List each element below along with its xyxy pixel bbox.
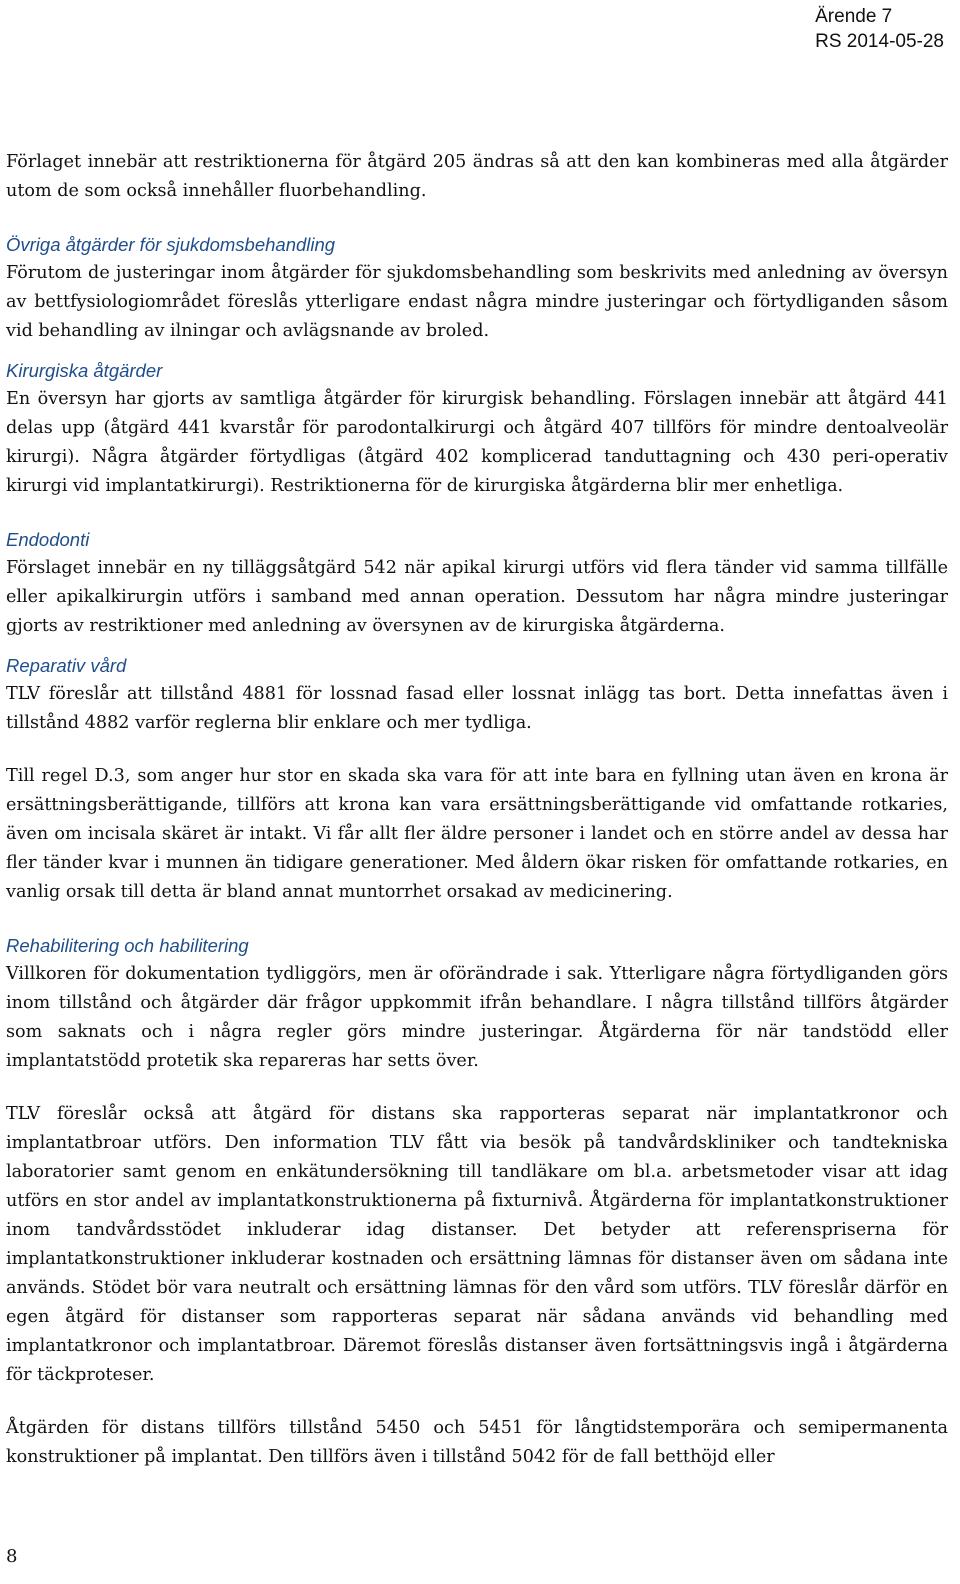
case-number: Ärende 7 — [815, 6, 893, 27]
paragraph-kirurgiska: En översyn har gjorts av samtliga åtgärder för kirurgisk behandling. Förslagen innebär att åtgärd 441 delas upp (åtgärd 441 kvarstår för parodontalkirurgi och åtgärd 407 tillförs för mindre dentoalveolär kirurgi). Några åtgärder förtydligas (åtgärd 402 komplicerad tanduttagning och 430 peri-operativ kirurgi vid implantatkirurgi). Restriktionerna för de kirurgiska åtgärderna blir mer enhetliga. — [6, 389, 948, 496]
paragraph-rehabilitering-3: Åtgärden för distans tillförs tillstånd 5450 och 5451 för långtidstemporära och semipermanenta konstruktioner på implantat. Den tillförs även i tillstånd 5042 för de fall betthöjd eller — [6, 1418, 948, 1467]
document-body — [6, 148, 948, 1472]
heading-ovriga: Övriga åtgärder för sjukdomsbehandling — [6, 234, 336, 255]
page-number: 8 — [6, 1546, 18, 1567]
intro-paragraph: Förlaget innebär att restriktionerna för åtgärd 205 ändras så att den kan kombineras med alla åtgärder utom de som också innehåller fluorbehandling. — [6, 152, 948, 201]
paragraph-rehabilitering-2: TLV föreslår också att åtgärd för distans ska rapporteras separat när implantatkronor och implantatbroar utförs. Den information TLV fått via besök på tandvårdskliniker och tandtekniska laboratorier samt genom en enkätundersökning till tandläkare om bl.a. arbetsmetoder visar att idag utförs en stor andel av implantatkonstruktionerna på fixturnivå. Åtgärderna för implantatkonstruktioner inom tandvårdsstödet inkluderar idag distanser. Det betyder att referenspriserna för implantatkonstruktioner inkluderar kostnaden och ersättning lämnas för distanser även om sådana inte används. Stödet bör vara neutralt och ersättning lämnas för den vård som utförs. TLV föreslår därför en egen åtgärd för distanser som rapporteras separat när sådana används vid behandling med implantatkronor och implantatbroar. Däremot föreslås distanser även fortsättningsvis ingå i åtgärderna för täckproteser. — [6, 1104, 948, 1385]
paragraph-reparativ-1: TLV föreslår att tillstånd 4881 för lossnad fasad eller lossnat inlägg tas bort. Detta innefattas även i tillstånd 4882 varför reglerna blir enklare och mer tydliga. — [6, 684, 948, 733]
paragraph-rehabilitering-1: Villkoren för dokumentation tydliggörs, men är oförändrade i sak. Ytterligare några förtydliganden görs inom tillstånd och åtgärder där frågor uppkommit ifrån behandlare. I några tillstånd tillförs åtgärder som saknats och i några regler görs mindre justeringar. Åtgärderna för när tandstödd eller implantatstödd protetik ska repareras har setts över. — [6, 964, 948, 1071]
document-date: RS 2014-05-28 — [815, 31, 944, 52]
heading-reparativ: Reparativ vård — [6, 655, 127, 676]
heading-kirurgiska: Kirurgiska åtgärder — [6, 360, 163, 381]
paragraph-endodonti: Förslaget innebär en ny tilläggsåtgärd 542 när apikal kirurgi utförs vid flera tänder vid samma tillfälle eller apikalkirurgin utförs i samband med annan operation. Dessutom har några mindre justeringar gjorts av restriktioner med anledning av översynen av de kirurgiska åtgärderna. — [6, 558, 948, 636]
heading-endodonti: Endodonti — [6, 529, 90, 550]
paragraph-ovriga: Förutom de justeringar inom åtgärder för sjukdomsbehandling som beskrivits med anledning av översyn av bettfysiologiområdet föreslås ytterligare endast några mindre justeringar och förtydliganden såsom vid behandling av ilningar och avlägsnande av broled. — [6, 263, 948, 341]
heading-rehabilitering: Rehabilitering och habilitering — [6, 935, 249, 956]
document-header — [815, 4, 944, 54]
paragraph-reparativ-2: Till regel D.3, som anger hur stor en skada ska vara för att inte bara en fyllning utan även en krona är ersättningsberättigande, tillförs att krona kan vara ersättningsberättigande vid omfattande rotkaries, även om incisala skäret är intakt. Vi får allt fler äldre personer i landet och en större andel av dessa har fler tänder kvar i munnen än tidigare generationer. Med åldern ökar risken för omfattande rotkaries, en vanlig orsak till detta är bland annat muntorrhet orsakad av medicinering. — [6, 766, 948, 902]
